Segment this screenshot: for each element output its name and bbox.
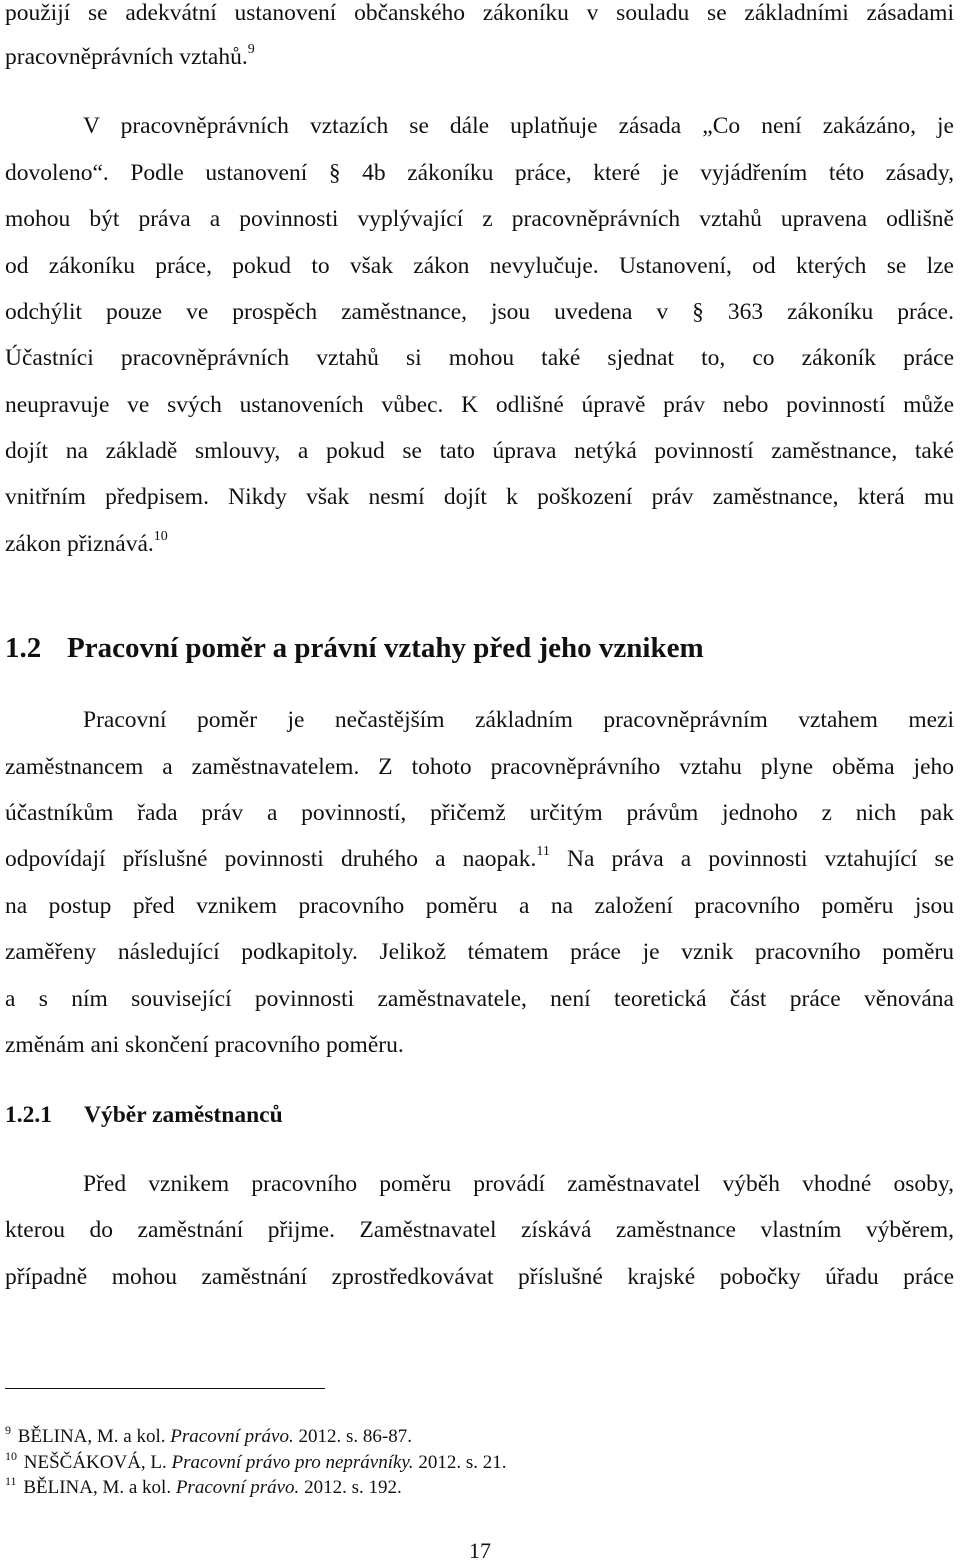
body-line: kterou do zaměstnání přijme. Zaměstnavatel získává zaměstnance vlastním výběrem, [5,1217,954,1243]
subsection-title: Výběr zaměstnanců [84,1102,283,1128]
section-heading [5,630,704,666]
body-line: odpovídají příslušné povinnosti druhého a naopak.$^{11}$ Na práva a povinnosti vztahující se [5,844,955,872]
body-line: neupravuje ve svých ustanoveních vůbec. K odlišné úpravě práv nebo povinností může [5,392,954,418]
body-line: dojít na základě smlouvy, a pokud se tato úprava netýká povinností zaměstnance, také [5,438,954,464]
body-line: zákon přiznává.$^{10}$ [5,529,168,557]
subsection-heading [5,1100,283,1130]
body-line: zaměřeny následující podkapitoly. Jelikož tématem práce je vznik pracovního poměru [5,939,954,965]
footnote: $^{11}$ BĚLINA, M. a kol. Pracovní právo. 2012. s. 192. [5,1474,402,1498]
footnote-number: 10 [5,1449,17,1463]
body-line: změnám ani skončení pracovního poměru. [5,1032,404,1058]
body-line: odchýlit pouze ve prospěch zaměstnance, jsou uvedena v § 363 zákoníku práce. [5,299,954,325]
footnote-separator [5,1388,325,1389]
footnote-number: 11 [5,1474,17,1488]
subsection-number: 1.2.1 [5,1102,52,1128]
body-line: V pracovněprávních vztazích se dále uplatňuje zásada „Co není zakázáno, je [83,113,954,139]
body-line: na postup před vznikem pracovního poměru a na založení pracovního poměru jsou [5,893,954,919]
body-line: Účastníci pracovněprávních vztahů si mohou také sjednat to, co zákoník práce [5,345,954,371]
footnote: $^9$ BĚLINA, M. a kol. Pracovní právo. 2012. s. 86-87. [5,1423,412,1447]
body-line: zaměstnancem a zaměstnavatelem. Z tohoto pracovněprávního vztahu plyne oběma jeho [5,754,954,780]
footnote-ref: 10 [153,529,168,544]
footnote: $^{10}$ NEŠČÁKOVÁ, L. Pracovní právo pro neprávníky. 2012. s. 21. [5,1449,507,1473]
body-line: dovoleno“. Podle ustanovení § 4b zákoníku práce, které je vyjádřením této zásady, [5,160,954,186]
body-line: použijí se adekvátní ustanovení občanského zákoníku v souladu se základními zásadami [5,0,954,26]
body-line: Pracovní poměr je nečastějším základním pracovněprávním vztahem mezi [83,707,954,733]
body-line: od zákoníku práce, pokud to však zákon nevylučuje. Ustanovení, od kterých se lze [5,253,954,279]
body-line: vnitřním předpisem. Nikdy však nesmí dojít k poškození práv zaměstnance, která mu [5,484,954,510]
footnote-ref: 11 [536,844,550,859]
section-title: Pracovní poměr a právní vztahy před jeho vznikem [67,632,704,664]
body-line: a s ním související povinnosti zaměstnavatele, není teoretická část práce věnována [5,986,954,1012]
section-number: 1.2 [5,632,42,664]
page-number: 17 [469,1538,491,1563]
body-line: účastníkům řada práv a povinností, přičemž určitým právům jednoho z nich pak [5,800,954,826]
footnote-ref: 9 [247,42,255,57]
body-line: mohou být práva a povinnosti vyplývající z pracovněprávních vztahů upravena odlišně [5,206,954,232]
body-line: Před vznikem pracovního poměru provádí zaměstnavatel výběh vhodné osoby, [83,1171,954,1197]
body-line: pracovněprávních vztahů.$^9$ [5,42,255,70]
body-line: případně mohou zaměstnání zprostředkovávat příslušné krajské pobočky úřadu práce [5,1264,954,1290]
footnote-number: 9 [5,1423,11,1437]
